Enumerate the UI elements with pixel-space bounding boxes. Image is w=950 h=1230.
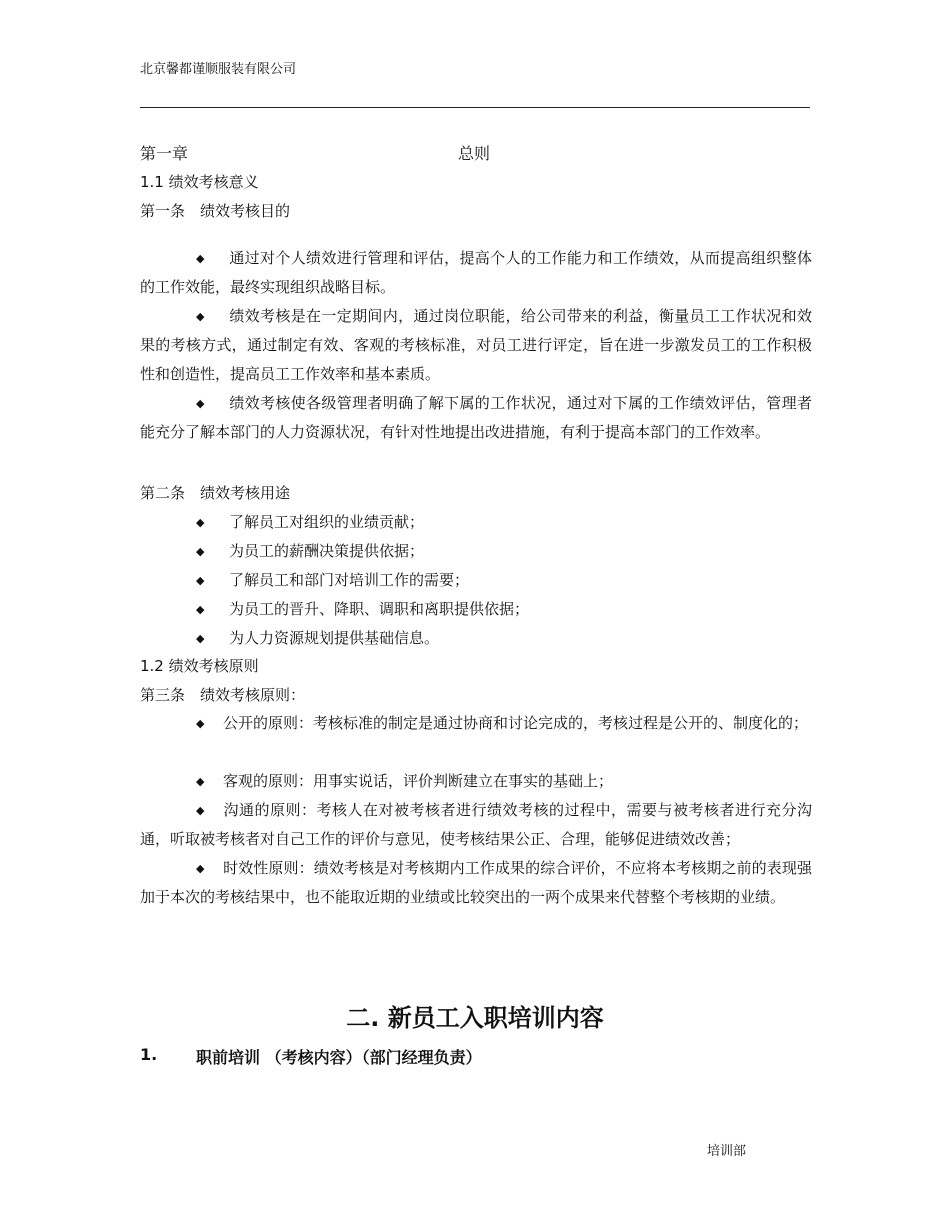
list-item: ◆ 了解员工和部门对培训工作的需要； <box>196 571 470 589</box>
principle-paragraph-2: ◆ 客观的原则：用事实说话，评价判断建立在事实的基础上； <box>140 767 812 796</box>
section-1-1-title: 1.1 绩效考核意义 <box>140 173 259 191</box>
list-item: ◆ 为员工的薪酬决策提供依据； <box>196 542 425 560</box>
principle-paragraph-4: ◆ 时效性原则：绩效考核是对考核期内工作成果的综合评价，不应将本考核期之前的表现强加于本次的考核结果中，也不能取近期的业绩或比较突出的一两个成果来代替整个考核期的业绩。 <box>140 854 812 912</box>
article-3-title: 第三条 绩效考核原则： <box>140 686 306 704</box>
bullet-icon: ◆ <box>196 397 205 410</box>
bullet-icon: ◆ <box>196 545 205 558</box>
bullet-icon: ◆ <box>196 603 205 616</box>
bullet-icon: ◆ <box>196 252 205 265</box>
principle-paragraph-1: ◆ 公开的原则：考核标准的制定是通过协商和讨论完成的，考核过程是公开的、制度化的； <box>140 709 812 738</box>
company-name: 北京馨都谨顺服装有限公司 <box>140 62 297 77</box>
principle-paragraph-3: ◆ 沟通的原则：考核人在对被考核者进行绩效考核的过程中，需要与被考核者进行充分沟通，听取被考核者对自己工作的评价与意见，使考核结果公正、合理，能够促进绩效改善； <box>140 796 812 854</box>
bullet-icon: ◆ <box>196 775 205 788</box>
list-item: ◆ 为员工的晋升、降职、调职和离职提供依据； <box>196 600 530 618</box>
purpose-paragraph-1: ◆ 通过对个人绩效进行管理和评估，提高个人的工作能力和工作绩效，从而提高组织整体的工作效能，最终实现组织战略目标。 <box>140 244 812 302</box>
section-2-heading: 二. 新员工入职培训内容 <box>346 1004 604 1032</box>
subsection-title: 职前培训 （考核内容）（部门经理负责） <box>196 1048 482 1067</box>
subsection-number: 1. <box>140 1045 158 1064</box>
bullet-icon: ◆ <box>196 574 205 587</box>
bullet-icon: ◆ <box>196 310 205 323</box>
article-1-title: 第一条 绩效考核目的 <box>140 202 291 220</box>
footer-department: 培训部 <box>707 1144 747 1159</box>
chapter-title: 总则 <box>458 144 491 163</box>
header-divider <box>140 107 810 108</box>
purpose-paragraph-2: ◆ 绩效考核是在一定期间内，通过岗位职能，给公司带来的利益，衡量员工工作状况和效果的考核方式，通过制定有效、客观的考核标准，对员工进行评定，旨在进一步激发员工的工作积极性和创造性，提高员工工作效率和基本素质。 <box>140 302 812 389</box>
section-1-2-title: 1.2 绩效考核原则 <box>140 657 259 675</box>
article-2-title: 第二条 绩效考核用途 <box>140 484 291 502</box>
bullet-icon: ◆ <box>196 717 205 730</box>
purpose-paragraph-3: ◆ 绩效考核使各级管理者明确了解下属的工作状况，通过对下属的工作绩效评估，管理者能充分了解本部门的人力资源状况，有针对性地提出改进措施，有利于提高本部门的工作效率。 <box>140 389 812 447</box>
bullet-icon: ◆ <box>196 632 205 645</box>
list-item: ◆ 为人力资源规划提供基础信息。 <box>196 629 440 647</box>
bullet-icon: ◆ <box>196 862 205 875</box>
list-item: ◆ 了解员工对组织的业绩贡献； <box>196 513 425 531</box>
chapter-label: 第一章 <box>140 144 189 163</box>
bullet-icon: ◆ <box>196 516 205 529</box>
bullet-icon: ◆ <box>196 804 205 817</box>
